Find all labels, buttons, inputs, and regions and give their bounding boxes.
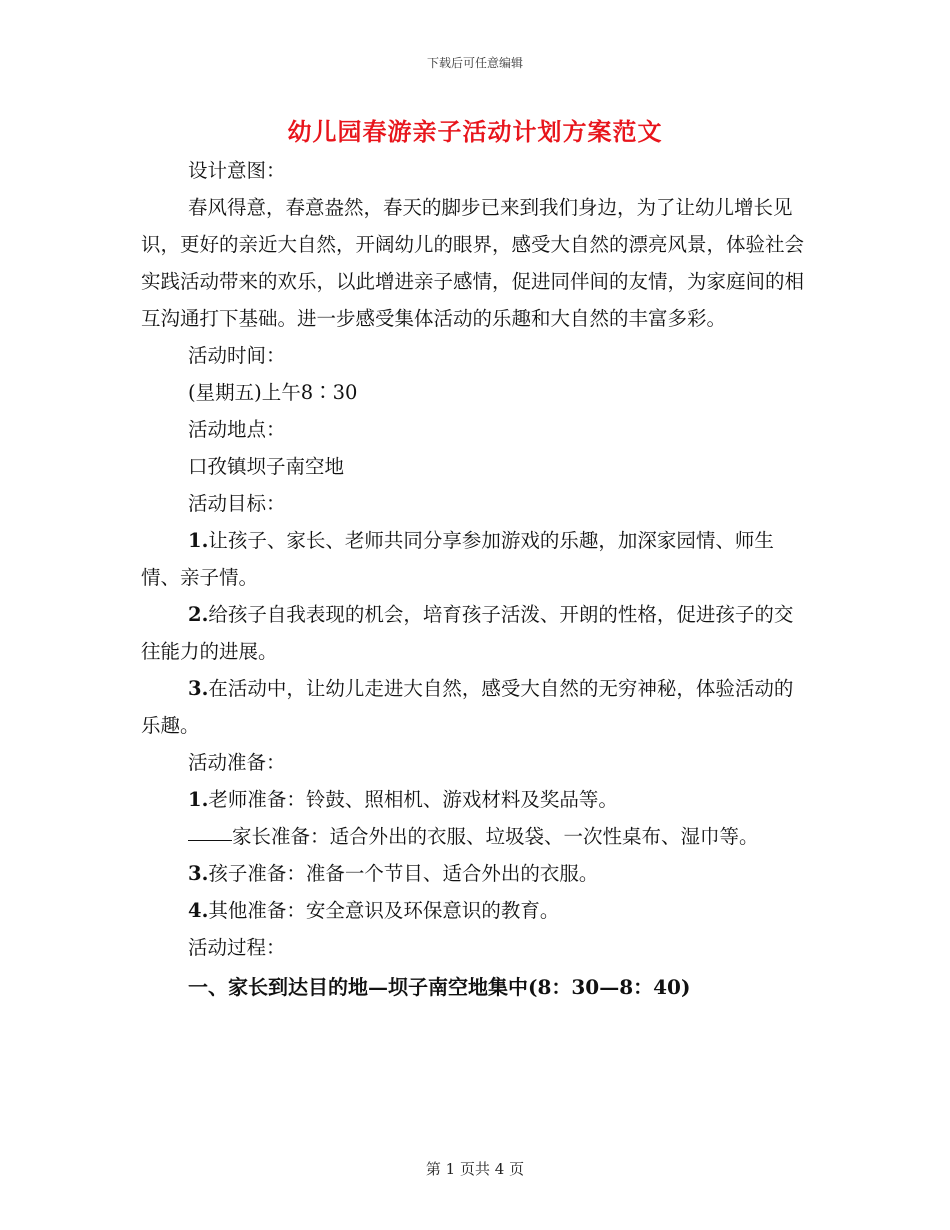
prep-text: 其他准备：安全意识及环保意识的教育。	[208, 899, 560, 922]
document-title: 幼儿园春游亲子活动计划方案范文	[287, 117, 663, 146]
prep-text: 孩子准备：准备一个节目、适合外出的衣服。	[208, 862, 599, 885]
design-paragraph: 春风得意，春意盎然，春天的脚步已来到我们身边，为了让幼儿增长见识，更好的亲近大自然，开阔幼儿的眼界，感受大自然的漂亮风景，体验社会实践活动带来的欢乐，以此增进亲子感情，促进同伴间的友情，为家庭间的相互沟通打下基础。进一步感受集体活动的乐趣和大自然的丰富多彩。	[141, 196, 805, 330]
prep-item	[141, 818, 811, 855]
document-body	[141, 152, 811, 1006]
place-label: 活动地点：	[188, 418, 286, 441]
goal-text: 给孩子自我表现的机会，培育孩子活泼、开朗的性格，促进孩子的交往能力的进展。	[141, 603, 794, 663]
prep-text: 家长准备：适合外出的衣服、垃圾袋、一次性桌布、湿巾等。	[232, 825, 759, 848]
goal-item	[141, 670, 811, 744]
header-note: 下载后可任意编辑	[426, 56, 523, 70]
time-label: 活动时间：	[188, 344, 286, 367]
place-value: 口孜镇坝子南空地	[188, 455, 345, 478]
prep-item	[141, 855, 811, 892]
prep-number: 1.	[188, 788, 209, 811]
goals-label: 活动目标：	[188, 492, 286, 515]
goal-number: 2.	[188, 603, 209, 626]
prep-item	[141, 781, 811, 818]
goal-number: 1.	[188, 529, 209, 552]
design-label: 设计意图：	[188, 159, 286, 182]
process-label: 活动过程：	[188, 936, 286, 959]
prep-number: 3.	[188, 862, 209, 885]
prep-text: 老师准备：铃鼓、照相机、游戏材料及奖品等。	[208, 788, 618, 811]
blank-underline	[188, 839, 232, 841]
process-step-heading: 一、家长到达目的地—坝子南空地集中(8：30—8：40)	[188, 975, 691, 999]
goal-item	[141, 522, 811, 596]
goal-text: 让孩子、家长、老师共同分享参加游戏的乐趣，加深家园情、师生情、亲子情。	[141, 529, 774, 589]
prep-number: 4.	[188, 899, 209, 922]
goal-number: 3.	[188, 677, 209, 700]
prep-item	[141, 892, 811, 929]
time-value: (星期五)上午8∶30	[188, 381, 358, 404]
goal-item	[141, 596, 811, 670]
prep-label: 活动准备：	[188, 751, 286, 774]
page-footer: 第 1 页共 4 页	[425, 1160, 525, 1178]
goal-text: 在活动中，让幼儿走进大自然，感受大自然的无穷神秘，体验活动的乐趣。	[141, 677, 794, 737]
